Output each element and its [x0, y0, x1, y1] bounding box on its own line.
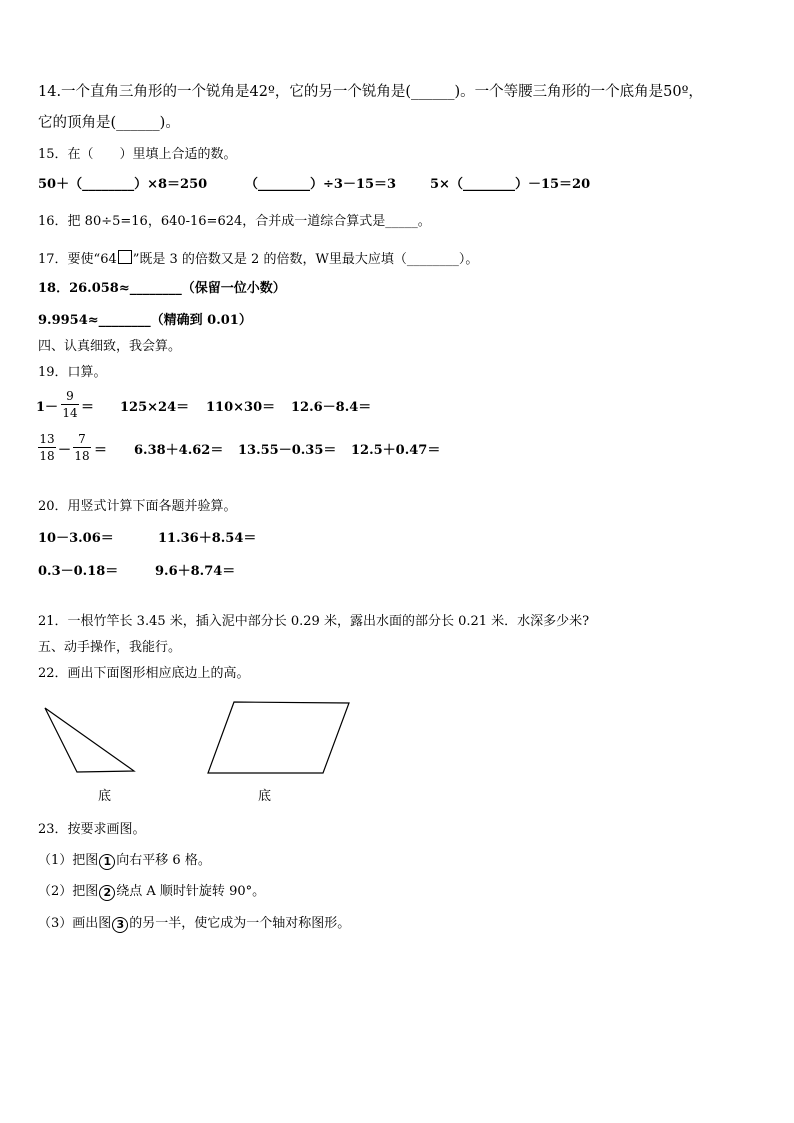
q19-r2-c: 13.55－0.35＝ [238, 443, 337, 458]
step-1-post: 向右平移 6 格。 [116, 853, 211, 868]
q19-r1-b: 125×24＝ [120, 400, 190, 415]
q15-item-b: （________）÷3－15＝3 [245, 177, 397, 192]
step-3-post: 的另一半，使它成为一个轴对称图形。 [129, 916, 351, 931]
q19-r1-equals: ＝ [81, 400, 95, 415]
q19-r2-b: 6.38＋4.62＝ [134, 443, 224, 458]
q21-text: 21．一根竹竿长 3.45 米，插入泥中部分长 0.29 米，露出水面的部分长 0.21 米．水深多少米? [38, 614, 590, 629]
circled-number-2-icon: 2 [99, 885, 115, 901]
q14-line2: 它的顶角是(______)。 [38, 115, 180, 131]
fraction-numerator: 13 [39, 432, 55, 446]
triangle-base-label: 底 [98, 789, 112, 804]
q17-pre: 17．要使“64 [38, 252, 117, 267]
q23-title: 23．按要求画图。 [38, 822, 146, 837]
section-4-heading: 四、认真细致，我会算。 [38, 339, 182, 354]
step-2-post: 绕点 A 顺时针旋转 90°。 [116, 884, 266, 899]
step-2-pre: （2）把图 [38, 884, 99, 899]
q23-step-1 [38, 853, 211, 870]
q19-r2-equals: ＝ [94, 443, 108, 458]
q19-r1-d: 12.6－8.4＝ [291, 400, 372, 415]
circled-number-1-icon: 1 [99, 854, 115, 870]
q19-r2-minus: － [58, 443, 72, 458]
parallelogram-base-label: 底 [258, 789, 272, 804]
q22-title: 22．画出下面图形相应底边上的高。 [38, 666, 250, 681]
q15-title: 15．在（ ）里填上合适的数。 [38, 147, 237, 162]
q20-title: 20．用竖式计算下面各题并验算。 [38, 499, 237, 514]
fraction-numerator: 9 [66, 389, 74, 403]
fraction-numerator: 7 [78, 432, 86, 446]
q15-item-a: 50＋（________）×8＝250 [38, 177, 208, 192]
q20-item-b: 11.36＋8.54＝ [158, 531, 257, 546]
q20-item-d: 9.6＋8.74＝ [155, 564, 236, 579]
q18-item-a: 18．26.058≈________（保留一位小数） [38, 281, 286, 296]
step-1-pre: （1）把图 [38, 853, 99, 868]
triangle-figure [45, 708, 134, 772]
fraction-denominator: 18 [39, 449, 55, 463]
parallelogram-figure [208, 702, 349, 773]
q17-post: ”既是 3 的倍数又是 2 的倍数，W里最大应填（________）。 [132, 252, 479, 267]
q20-item-c: 0.3－0.18＝ [38, 564, 119, 579]
q20-item-a: 10－3.06＝ [38, 531, 114, 546]
step-3-pre: （3）画出图 [38, 916, 112, 931]
circled-number-3-icon: 3 [112, 917, 128, 933]
q23-step-3 [38, 916, 350, 933]
q19-title: 19．口算。 [38, 365, 107, 380]
q18-item-b: 9.9954≈________（精确到 0.01） [38, 313, 252, 328]
fraction-denominator: 18 [74, 449, 90, 463]
q14-line1: 14.一个直角三角形的一个锐角是42º，它的另一个锐角是(______)。一个等腰三角形的一个底角是50º， [38, 84, 703, 100]
q23-step-2 [38, 884, 265, 901]
q19-r1-c: 110×30＝ [206, 400, 276, 415]
q19-r2-d: 12.5＋0.47＝ [351, 443, 441, 458]
section-5-heading: 五、动手操作，我能行。 [38, 640, 182, 655]
q16-text: 16．把 80÷5=16，640-16=624，合并成一道综合算式是_____。 [38, 214, 431, 229]
q19-r1-lead: 1－ [36, 400, 59, 415]
q15-item-c: 5×（________）－15＝20 [430, 177, 591, 192]
fraction-denominator: 14 [62, 406, 78, 420]
